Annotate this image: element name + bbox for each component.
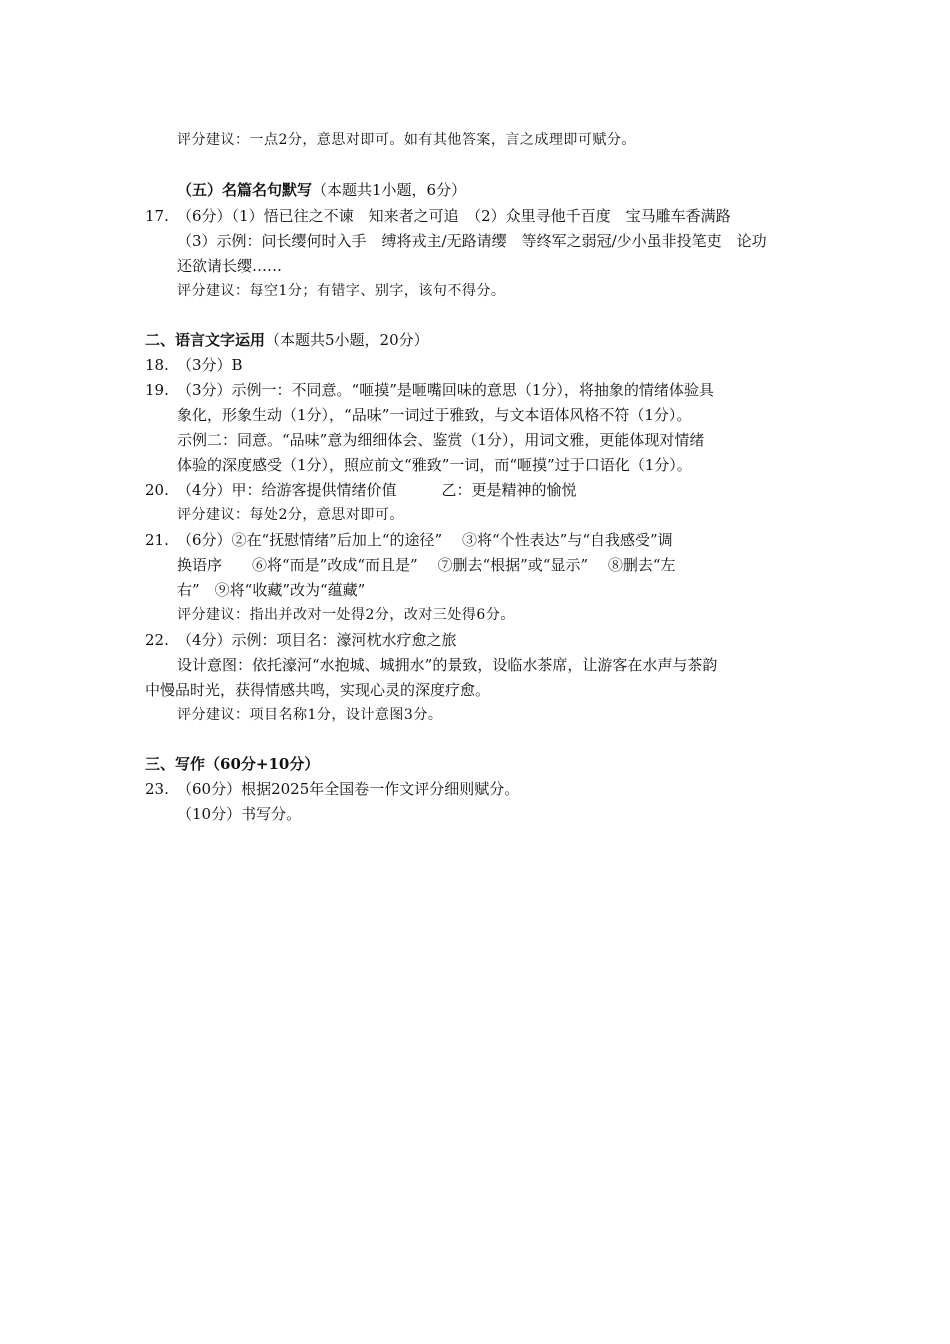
q19-line-3: 示例二：同意。“品味”意为细细体会、鉴赏（1分），用词文雅，更能体现对情绪 <box>177 431 705 449</box>
part-2-heading <box>145 328 810 353</box>
q22-number: 22. <box>145 631 169 649</box>
q22-text-1: （4分）示例：项目名：濠河枕水疗愈之旅 <box>177 631 457 649</box>
q22-line-2: 设计意图：依托濠河“水抱城、城拥水”的景致，设临水茶席，让游客在水声与茶韵 <box>177 656 718 674</box>
q17-line-3: 还欲请长缨…… <box>177 257 283 275</box>
part-3-heading: 三、写作（60分+10分） <box>145 755 320 773</box>
q22-line-3: 中慢品时光，获得情感共鸣，实现心灵的深度疗愈。 <box>145 681 491 699</box>
q17-line-2: （3）示例：问长缨何时入手 缚将戎主/无路请缨 等终军之弱冠/少小虽非投笔吏 论功 <box>177 232 767 250</box>
q19-text-1: （3分）示例一：不同意。“咂摸”是咂嘴回味的意思（1分），将抽象的情绪体验具 <box>177 381 714 399</box>
q23-text-1: （60分）根据2025年全国卷一作文评分细则赋分。 <box>177 780 520 798</box>
q17-number: 17. <box>145 207 169 225</box>
section-5-title: （五）名篇名句默写 <box>177 181 313 199</box>
q19-number: 19. <box>145 381 169 399</box>
q22-line-1 <box>145 628 810 653</box>
part-2-detail: （本题共5小题，20分） <box>265 331 429 349</box>
q17-text-1: （6分）（1）悟已往之不谏 知来者之可追 （2）众里寻他千百度 宝马雕车香满路 <box>177 207 731 225</box>
q19-line-4: 体验的深度感受（1分），照应前文“雅致”一词，而“咂摸”过于口语化（1分）。 <box>177 456 692 474</box>
q22-scoring-note: 评分建议：项目名称1分，设计意图3分。 <box>177 707 443 723</box>
q23-line-1 <box>145 777 810 802</box>
q21-line-2: 换语序 ⑥将“而是”改成“而且是” ⑦删去“根据”或“显示” ⑧删去“左 <box>177 556 676 574</box>
q21-scoring-note: 评分建议：指出并改对一处得2分，改对三处得6分。 <box>177 607 515 623</box>
q23-line-2: （10分）书写分。 <box>177 805 302 823</box>
q18-line-1 <box>145 353 810 378</box>
q21-text-1: （6分）②在“抚慰情绪”后加上“的途径” ③将“个性表达”与“自我感受”调 <box>177 531 673 549</box>
q23-number: 23. <box>145 780 169 798</box>
q17-scoring-note: 评分建议：每空1分；有错字、别字，该句不得分。 <box>177 283 506 299</box>
q20-line-1 <box>145 478 810 503</box>
q20-number: 20. <box>145 481 169 499</box>
q17-line-1 <box>145 204 810 229</box>
q19-line-2: 象化，形象生动（1分），“品味”一词过于雅致，与文本语体风格不符（1分）。 <box>177 406 692 424</box>
section-5-detail: （本题共1小题，6分） <box>312 181 467 199</box>
scoring-note-top: 评分建议：一点2分，意思对即可。如有其他答案，言之成理即可赋分。 <box>177 132 636 148</box>
q20-scoring-note: 评分建议：每处2分，意思对即可。 <box>177 507 404 523</box>
part-2-title: 二、语言文字运用 <box>145 331 266 349</box>
q18-text-1: （3分）B <box>177 356 243 374</box>
q21-line-1 <box>145 528 810 553</box>
q21-line-3: 右” ⑨将“收藏”改为“蕴藏” <box>177 581 366 599</box>
q18-number: 18. <box>145 356 169 374</box>
q20-text-1: （4分）甲：给游客提供情绪价值 乙：更是精神的愉悦 <box>177 481 577 499</box>
section-5-heading <box>177 178 842 203</box>
q19-line-1 <box>145 378 810 403</box>
q21-number: 21. <box>145 531 169 549</box>
